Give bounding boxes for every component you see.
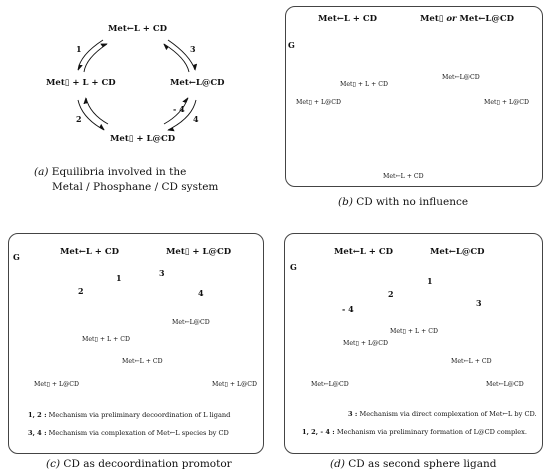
- arrow-label-4: 4: [193, 114, 199, 124]
- panel-d-num-3: 3: [476, 298, 482, 308]
- panel-c-num-2: 2: [78, 286, 84, 296]
- panel-c-note-2: 3, 4 : Mechanism via complexation of Met←L species by CD: [28, 429, 229, 437]
- panel-c-label-well2: Met←L@CD: [172, 319, 210, 326]
- panel-d-num-1: 1: [427, 276, 433, 286]
- cycle-arrow-2: [78, 98, 108, 130]
- caption-a-line2: Metal / Phosphane / CD system: [52, 181, 219, 193]
- panel-d-label-well1: Met▯ + L@CD: [343, 340, 388, 347]
- panel-c-num-3: 3: [159, 268, 165, 278]
- panel-d-eq-right: Met←L@CD: [430, 247, 485, 257]
- panel-b-label-well1: Met▯ + L + CD: [340, 81, 388, 88]
- panel-d-num-2: 2: [388, 289, 394, 299]
- panel-c-note-1: 1, 2 : Mechanism via preliminary decoordination of L ligand: [28, 411, 231, 419]
- caption-d: (d) CD as second sphere ligand: [330, 458, 497, 470]
- arrow-label-minus4: - 4: [173, 104, 185, 114]
- panel-b-eq-right: Met▯ or Met←L@CD: [420, 14, 514, 24]
- species-bottom: Met▯ + L@CD: [110, 134, 176, 144]
- caption-a: (a) Equilibria involved in the: [34, 166, 187, 178]
- panel-d-eq-left: Met←L + CD: [334, 247, 394, 257]
- panel-d-num-minus4: - 4: [342, 304, 354, 314]
- species-top: Met←L + CD: [108, 24, 168, 34]
- panel-c-label-well1: Met▯ + L + CD: [82, 336, 130, 343]
- panel-b-label-bottom-right: Met▯ + L@CD: [484, 99, 529, 106]
- species-right: Met←L@CD: [170, 78, 225, 88]
- panel-c-num-1: 1: [116, 273, 122, 283]
- panel-d-note-1: 3 : Mechanism via direct complexation of Met←L by CD.: [348, 410, 537, 418]
- panel-d-label-right: Met←L@CD: [486, 381, 524, 388]
- arrow-label-3: 3: [190, 44, 196, 54]
- panel-c-axis-label: G: [13, 252, 20, 262]
- panel-c: [8, 233, 264, 454]
- caption-b: (b) CD with no influence: [338, 196, 469, 208]
- panel-b-eq-left: Met←L + CD: [318, 14, 378, 24]
- panel-b-axis-label: G: [288, 40, 295, 50]
- panel-b-label-deep: Met←L + CD: [383, 173, 424, 180]
- panel-d-axis-label: G: [290, 262, 297, 272]
- panel-d-label-left: Met←L@CD: [311, 381, 349, 388]
- cycle-arrow-1: [78, 40, 107, 72]
- caption-c: (c) CD as decoordination promotor: [46, 458, 232, 470]
- panel-b-label-bottom-left: Met▯ + L@CD: [296, 99, 341, 106]
- panel-c-label-left: Met▯ + L@CD: [34, 381, 79, 388]
- panel-c-num-4: 4: [198, 288, 204, 298]
- panel-c-label-right: Met▯ + L@CD: [212, 381, 257, 388]
- cycle-arrow-4: [164, 98, 196, 130]
- panel-c-eq-right: Met▯ + L@CD: [166, 247, 232, 257]
- panel-d-label-mid: Met←L + CD: [451, 358, 492, 365]
- panel-c-eq-left: Met←L + CD: [60, 247, 120, 257]
- panel-d-label-well2: Met▯ + L + CD: [390, 328, 438, 335]
- arrow-label-1: 1: [76, 44, 82, 54]
- arrow-label-2: 2: [76, 114, 82, 124]
- panel-c-label-mid: Met←L + CD: [122, 358, 163, 365]
- panel-d: [284, 233, 543, 454]
- panel-b: [285, 6, 543, 187]
- panel-b-label-well2: Met←L@CD: [442, 74, 480, 81]
- panel-d-note-2: 1, 2, - 4 : Mechanism via preliminary formation of L@CD complex.: [302, 428, 527, 436]
- species-left: Met▯ + L + CD: [46, 78, 116, 88]
